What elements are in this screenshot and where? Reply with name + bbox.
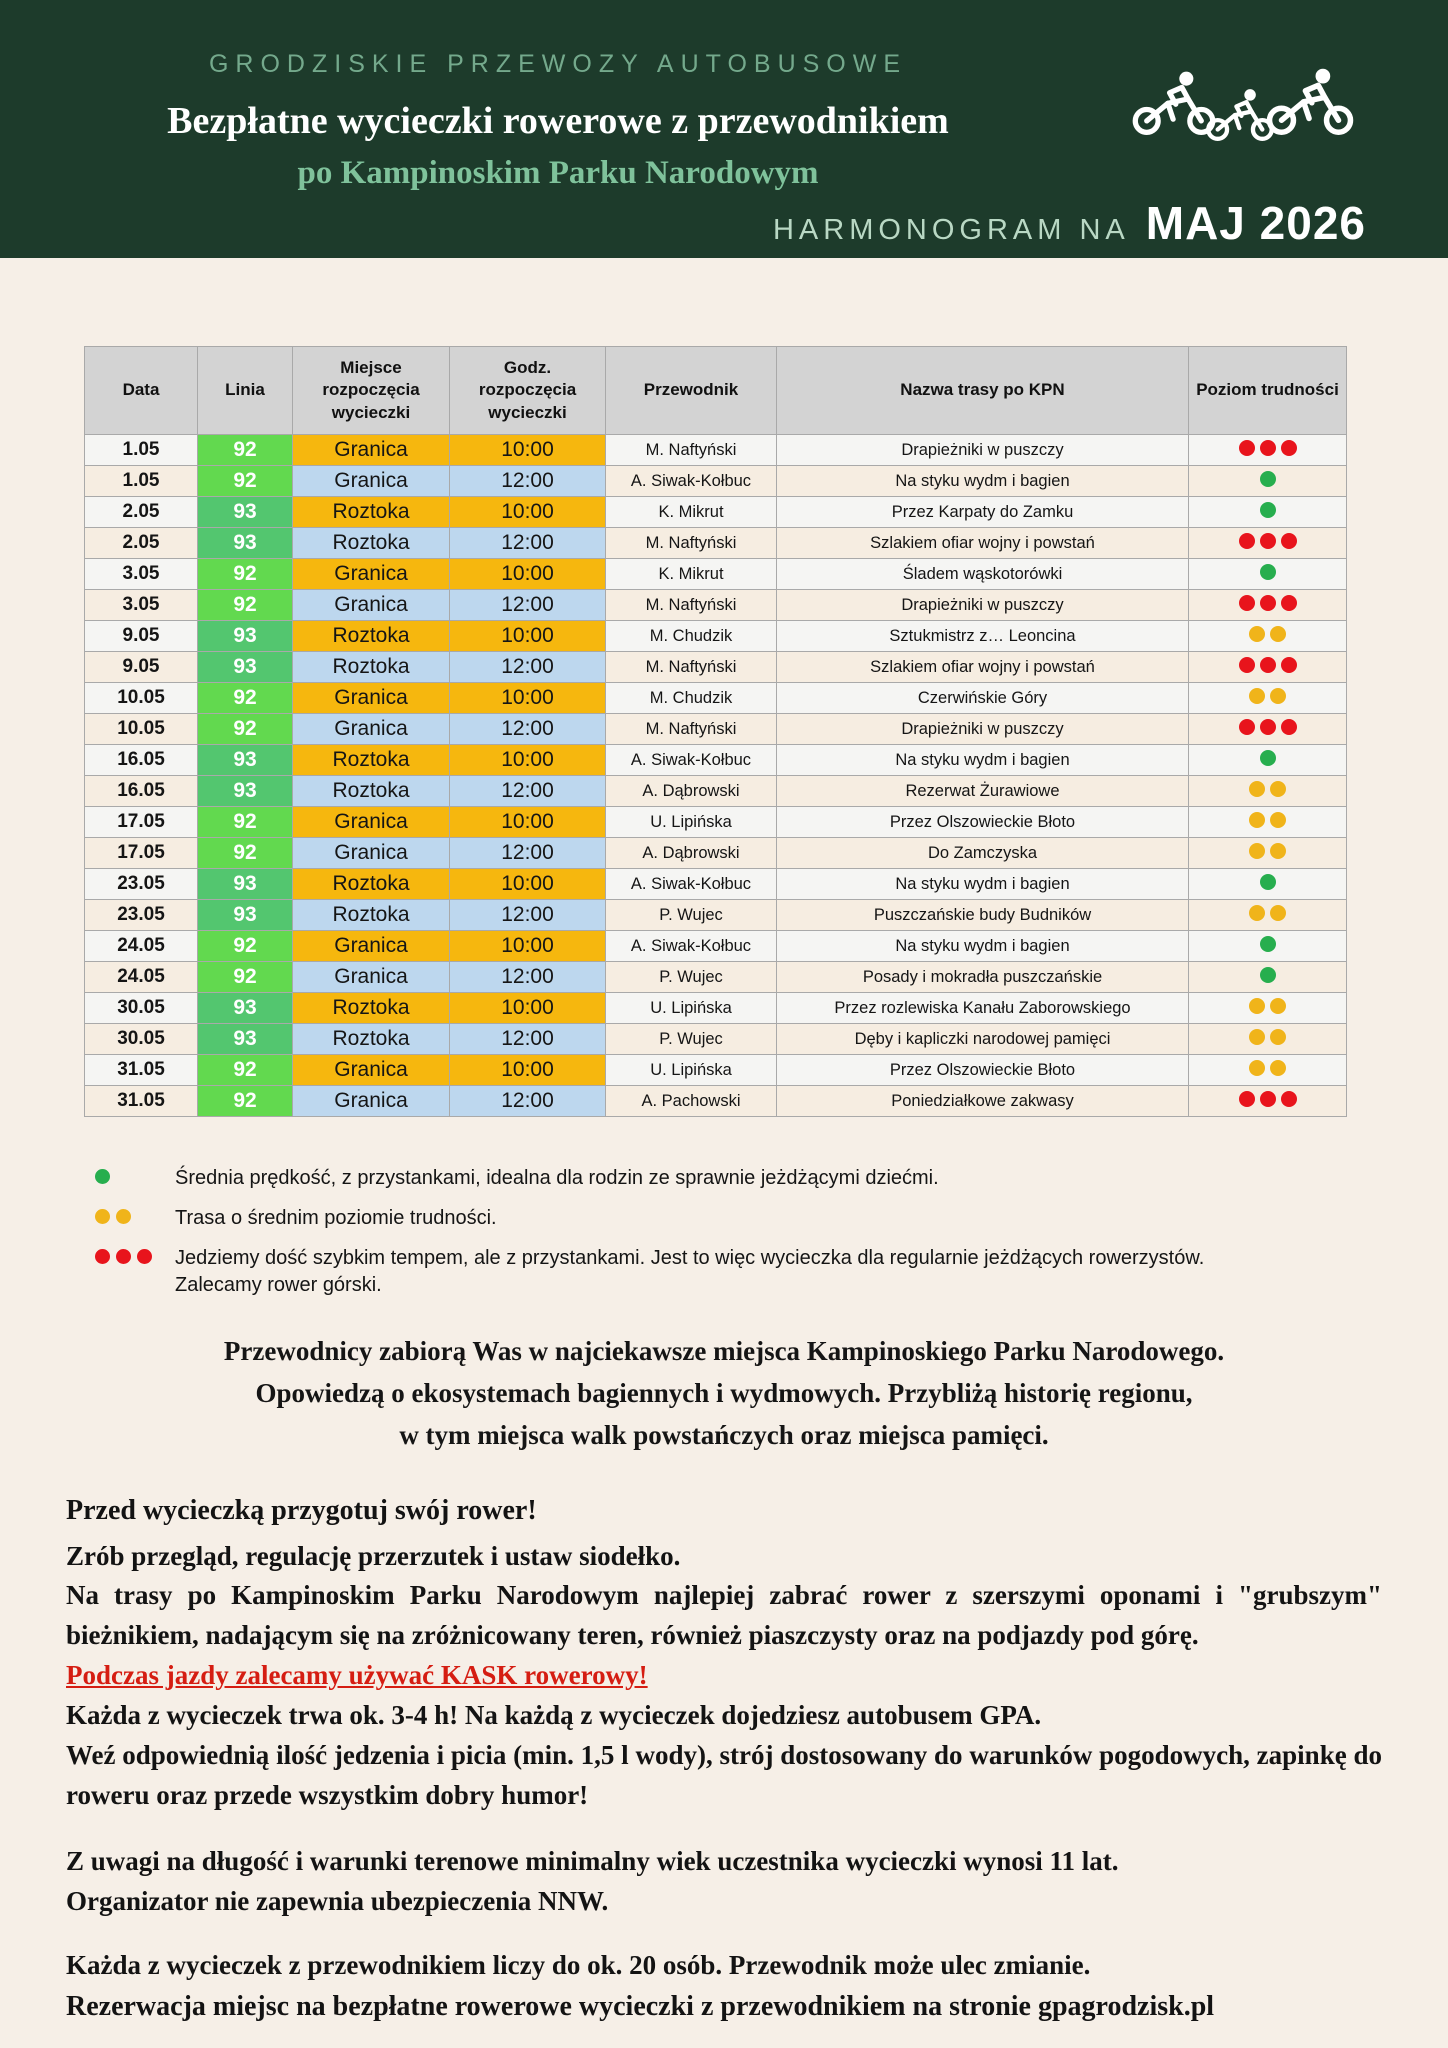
cell-line-number: 92 xyxy=(198,683,293,714)
cell-start-place: Granica xyxy=(293,838,450,869)
cell-route-name: Na styku wydm i bagien xyxy=(777,466,1189,497)
cell-route-name: Drapieżniki w puszczy xyxy=(777,714,1189,745)
cell-difficulty xyxy=(1189,993,1347,1024)
cell-difficulty xyxy=(1189,776,1347,807)
cell-start-time: 10:00 xyxy=(450,745,606,776)
cell-line-number: 92 xyxy=(198,1055,293,1086)
cell-route-name: Posady i mokradła puszczańskie xyxy=(777,962,1189,993)
difficulty-dots-icon xyxy=(1260,874,1276,890)
cell-guide: U. Lipińska xyxy=(606,993,777,1024)
difficulty-dots-icon xyxy=(1239,595,1297,611)
table-row xyxy=(85,869,1347,900)
table-row xyxy=(85,962,1347,993)
table-row xyxy=(85,714,1347,745)
difficulty-dots-icon xyxy=(1239,533,1297,549)
cell-difficulty xyxy=(1189,962,1347,993)
cyclists-icon xyxy=(1130,66,1356,136)
cell-guide: M. Naftyński xyxy=(606,435,777,466)
cell-difficulty xyxy=(1189,1024,1347,1055)
cell-line-number: 92 xyxy=(198,590,293,621)
difficulty-dots-icon xyxy=(1260,564,1276,580)
cell-difficulty xyxy=(1189,900,1347,931)
cell-start-time: 12:00 xyxy=(450,900,606,931)
col-header-difficulty: Poziom trudności xyxy=(1189,347,1347,435)
table-row xyxy=(85,1055,1347,1086)
col-header-guide: Przewodnik xyxy=(606,347,777,435)
cell-date: 17.05 xyxy=(85,838,198,869)
cell-difficulty xyxy=(1189,466,1347,497)
table-row xyxy=(85,590,1347,621)
col-header-place: Miejsce rozpoczęcia wycieczki xyxy=(293,347,450,435)
difficulty-dots-icon xyxy=(1239,1091,1297,1107)
cell-start-place: Roztoka xyxy=(293,497,450,528)
cell-difficulty xyxy=(1189,1086,1347,1117)
cell-difficulty xyxy=(1189,590,1347,621)
cell-difficulty xyxy=(1189,714,1347,745)
cell-difficulty xyxy=(1189,497,1347,528)
cell-line-number: 92 xyxy=(198,838,293,869)
table-row xyxy=(85,1086,1347,1117)
cell-difficulty xyxy=(1189,435,1347,466)
cell-start-place: Roztoka xyxy=(293,869,450,900)
cell-date: 10.05 xyxy=(85,683,198,714)
cell-guide: A. Siwak-Kołbuc xyxy=(606,931,777,962)
prep-line: Zrób przegląd, regulację przerzutek i ustaw siodełko. xyxy=(66,1540,681,1571)
cell-start-place: Granica xyxy=(293,1086,450,1117)
cell-start-place: Granica xyxy=(293,683,450,714)
difficulty-dots-icon xyxy=(1260,750,1276,766)
brand-name: GRODZISKIE PRZEWOZY AUTOBUSOWE xyxy=(208,50,908,78)
cell-line-number: 93 xyxy=(198,528,293,559)
legend-item xyxy=(95,1165,1382,1192)
table-row xyxy=(85,497,1347,528)
difficulty-dots-icon xyxy=(1249,1029,1286,1045)
cell-route-name: Puszczańskie budy Budników xyxy=(777,900,1189,931)
helmet-warning: Podczas jazdy zalecamy używać KASK rowerowy! xyxy=(66,1660,648,1691)
cell-line-number: 92 xyxy=(198,962,293,993)
cell-date: 16.05 xyxy=(85,776,198,807)
difficulty-dots-icon xyxy=(1260,502,1276,518)
poster-title: Bezpłatne wycieczki rowerowe z przewodnikiem xyxy=(167,100,949,142)
difficulty-dots-icon xyxy=(1249,843,1286,859)
header-banner xyxy=(0,0,1448,258)
cell-difficulty xyxy=(1189,683,1347,714)
cell-guide: M. Chudzik xyxy=(606,683,777,714)
cell-start-place: Granica xyxy=(293,962,450,993)
difficulty-dots-icon xyxy=(1249,998,1286,1014)
table-row xyxy=(85,466,1347,497)
note-line: Z uwagi na długość i warunki terenowe minimalny wiek uczestnika wycieczki wynosi 11 lat. xyxy=(66,1846,1119,1877)
schedule-month: MAJ 2026 xyxy=(1145,197,1366,249)
cell-start-time: 12:00 xyxy=(450,652,606,683)
difficulty-dots-icon xyxy=(1249,812,1286,828)
cell-start-place: Roztoka xyxy=(293,621,450,652)
table-row xyxy=(85,838,1347,869)
cell-guide: P. Wujec xyxy=(606,900,777,931)
cell-start-time: 12:00 xyxy=(450,466,606,497)
cell-start-place: Granica xyxy=(293,1055,450,1086)
cell-route-name: Przez Karpaty do Zamku xyxy=(777,497,1189,528)
table-row xyxy=(85,900,1347,931)
cell-date: 31.05 xyxy=(85,1086,198,1117)
cell-start-time: 12:00 xyxy=(450,714,606,745)
cell-date: 2.05 xyxy=(85,528,198,559)
cell-route-name: Przez Olszowieckie Błoto xyxy=(777,807,1189,838)
cell-line-number: 92 xyxy=(198,714,293,745)
prep-line: Każda z wycieczek trwa ok. 3-4 h! Na każdą z wycieczek dojedziesz autobusem GPA. xyxy=(66,1700,1042,1731)
difficulty-dots-icon xyxy=(1249,688,1286,704)
cell-start-place: Granica xyxy=(293,807,450,838)
reservation-info: Rezerwacja miejsc na bezpłatne rowerowe wycieczki z przewodnikiem na stronie gpagrodzisk.pl xyxy=(66,1991,1215,2023)
difficulty-dots-icon xyxy=(1260,967,1276,983)
cell-start-place: Roztoka xyxy=(293,776,450,807)
cell-date: 30.05 xyxy=(85,993,198,1024)
banner-text-block xyxy=(118,50,998,192)
cell-start-place: Granica xyxy=(293,931,450,962)
cell-date: 24.05 xyxy=(85,931,198,962)
cell-route-name: Na styku wydm i bagien xyxy=(777,869,1189,900)
cell-route-name: Dęby i kapliczki narodowej pamięci xyxy=(777,1024,1189,1055)
cell-guide: A. Siwak-Kołbuc xyxy=(606,745,777,776)
cell-line-number: 93 xyxy=(198,652,293,683)
cell-guide: M. Naftyński xyxy=(606,652,777,683)
cell-start-place: Roztoka xyxy=(293,900,450,931)
cell-difficulty xyxy=(1189,745,1347,776)
cell-start-time: 10:00 xyxy=(450,559,606,590)
cell-line-number: 93 xyxy=(198,621,293,652)
cell-line-number: 92 xyxy=(198,807,293,838)
legend-text: Trasa o średnim poziomie trudności. xyxy=(175,1207,497,1229)
cell-route-name: Drapieżniki w puszczy xyxy=(777,435,1189,466)
cell-start-time: 12:00 xyxy=(450,962,606,993)
prep-heading: Przed wycieczką przygotuj swój rower! xyxy=(66,1494,537,1526)
difficulty-dots-icon xyxy=(1260,471,1276,487)
cell-date: 10.05 xyxy=(85,714,198,745)
cell-difficulty xyxy=(1189,621,1347,652)
difficulty-dots-icon xyxy=(1239,657,1297,673)
cell-date: 31.05 xyxy=(85,1055,198,1086)
note-line: Organizator nie zapewnia ubezpieczenia NNW. xyxy=(66,1886,609,1917)
col-header-line: Linia xyxy=(198,347,293,435)
difficulty-dots-icon xyxy=(1260,936,1276,952)
cell-difficulty xyxy=(1189,807,1347,838)
cell-guide: M. Chudzik xyxy=(606,621,777,652)
intro-line: Przewodnicy zabiorą Was w najciekawsze miejsca Kampinoskiego Parku Narodowego. xyxy=(223,1336,1225,1366)
cell-route-name: Na styku wydm i bagien xyxy=(777,931,1189,962)
cell-start-place: Granica xyxy=(293,714,450,745)
legend-item xyxy=(95,1245,1382,1299)
table-row xyxy=(85,776,1347,807)
schedule-label: HARMONOGRAM NA xyxy=(772,214,1130,246)
cell-difficulty xyxy=(1189,528,1347,559)
cell-start-time: 10:00 xyxy=(450,1055,606,1086)
cell-start-time: 12:00 xyxy=(450,528,606,559)
legend-text: Średnia prędkość, z przystankami, idealna dla rodzin ze sprawnie jeżdżącymi dziećmi. xyxy=(175,1167,939,1189)
table-row xyxy=(85,745,1347,776)
cell-start-time: 10:00 xyxy=(450,931,606,962)
cell-date: 9.05 xyxy=(85,652,198,683)
cell-start-place: Roztoka xyxy=(293,993,450,1024)
table-header xyxy=(85,347,1347,435)
intro-line: Opowiedzą o ekosystemach bagiennych i wydmowych. Przybliżą historię regionu, xyxy=(255,1377,1193,1408)
prep-line: Weź odpowiednią ilość jedzenia i picia (min. 1,5 l wody), strój dostosowany do warunków pogodowych, zapinkę do roweru oraz przede wszystkim dobry humor! xyxy=(66,1740,1382,1811)
footer-line: Każda z wycieczek z przewodnikiem liczy do ok. 20 osób. Przewodnik może ulec zmianie. xyxy=(66,1950,1091,1981)
cell-start-place: Roztoka xyxy=(293,652,450,683)
intro-line: w tym miejsca walk powstańczych oraz miejsca pamięci. xyxy=(399,1419,1049,1450)
cell-guide: K. Mikrut xyxy=(606,559,777,590)
cell-difficulty xyxy=(1189,559,1347,590)
cell-start-time: 12:00 xyxy=(450,1086,606,1117)
intro-paragraph xyxy=(0,1331,1448,1457)
preparation-section xyxy=(66,1495,1382,2028)
cell-date: 3.05 xyxy=(85,590,198,621)
table-row xyxy=(85,559,1347,590)
cell-route-name: Rezerwat Żurawiowe xyxy=(777,776,1189,807)
cell-start-place: Granica xyxy=(293,435,450,466)
cell-guide: M. Naftyński xyxy=(606,528,777,559)
cell-start-time: 12:00 xyxy=(450,838,606,869)
cell-route-name: Szlakiem ofiar wojny i powstań xyxy=(777,652,1189,683)
cell-guide: A. Siwak-Kołbuc xyxy=(606,466,777,497)
col-header-date: Data xyxy=(85,347,198,435)
cell-guide: P. Wujec xyxy=(606,1024,777,1055)
cell-line-number: 92 xyxy=(198,1086,293,1117)
cell-route-name: Przez rozlewiska Kanału Zaborowskiego xyxy=(777,993,1189,1024)
table-row xyxy=(85,652,1347,683)
cell-guide: A. Pachowski xyxy=(606,1086,777,1117)
cell-start-place: Roztoka xyxy=(293,528,450,559)
cell-line-number: 93 xyxy=(198,1024,293,1055)
cell-date: 24.05 xyxy=(85,962,198,993)
table-row xyxy=(85,807,1347,838)
cell-difficulty xyxy=(1189,1055,1347,1086)
col-header-time: Godz. rozpoczęcia wycieczki xyxy=(450,347,606,435)
cell-difficulty xyxy=(1189,838,1347,869)
cyclist-icon xyxy=(1264,66,1356,136)
footer-section xyxy=(66,1946,1382,2027)
poster-subtitle: po Kampinoskim Parku Narodowym xyxy=(297,155,819,191)
difficulty-dots-icon xyxy=(1249,626,1286,642)
cell-difficulty xyxy=(1189,869,1347,900)
cell-start-time: 10:00 xyxy=(450,993,606,1024)
cyclist-icon xyxy=(1204,87,1276,142)
cell-start-time: 10:00 xyxy=(450,435,606,466)
cell-route-name: Śladem wąskotorówki xyxy=(777,559,1189,590)
cell-date: 17.05 xyxy=(85,807,198,838)
cell-route-name: Do Zamczyska xyxy=(777,838,1189,869)
cell-start-place: Granica xyxy=(293,559,450,590)
cell-route-name: Na styku wydm i bagien xyxy=(777,745,1189,776)
table-row xyxy=(85,621,1347,652)
cell-start-time: 10:00 xyxy=(450,807,606,838)
cell-route-name: Przez Olszowieckie Błoto xyxy=(777,1055,1189,1086)
col-header-route: Nazwa trasy po KPN xyxy=(777,347,1189,435)
cell-line-number: 93 xyxy=(198,497,293,528)
difficulty-legend xyxy=(95,1165,1382,1299)
cell-guide: M. Naftyński xyxy=(606,590,777,621)
cell-start-time: 10:00 xyxy=(450,497,606,528)
legend-item xyxy=(95,1205,1382,1232)
cell-line-number: 93 xyxy=(198,776,293,807)
cell-route-name: Drapieżniki w puszczy xyxy=(777,590,1189,621)
cell-date: 30.05 xyxy=(85,1024,198,1055)
cell-start-place: Granica xyxy=(293,466,450,497)
cell-line-number: 92 xyxy=(198,466,293,497)
cell-route-name: Czerwińskie Góry xyxy=(777,683,1189,714)
table-row xyxy=(85,1024,1347,1055)
difficulty-dots-icon xyxy=(1239,719,1297,735)
cell-start-time: 12:00 xyxy=(450,590,606,621)
cell-date: 9.05 xyxy=(85,621,198,652)
cell-start-place: Roztoka xyxy=(293,745,450,776)
cell-date: 16.05 xyxy=(85,745,198,776)
cell-route-name: Sztukmistrz z… Leoncina xyxy=(777,621,1189,652)
cell-date: 1.05 xyxy=(85,435,198,466)
cell-start-place: Granica xyxy=(293,590,450,621)
schedule-heading xyxy=(773,196,1366,250)
cell-date: 23.05 xyxy=(85,869,198,900)
cell-start-time: 10:00 xyxy=(450,621,606,652)
difficulty-dots-icon xyxy=(1249,781,1286,797)
cell-guide: U. Lipińska xyxy=(606,1055,777,1086)
cell-date: 23.05 xyxy=(85,900,198,931)
table-row xyxy=(85,528,1347,559)
prep-line: Na trasy po Kampinoskim Parku Narodowym najlepiej zabrać rower z szerszymi oponami i "grubszym" bieżnikiem, nadającym się na zróżnicowany teren, również piaszczysty oraz na podjazdy pod górę. xyxy=(66,1580,1382,1651)
cell-route-name: Szlakiem ofiar wojny i powstań xyxy=(777,528,1189,559)
cell-start-place: Roztoka xyxy=(293,1024,450,1055)
table-row xyxy=(85,683,1347,714)
table-row xyxy=(85,435,1347,466)
cell-difficulty xyxy=(1189,652,1347,683)
cell-route-name: Poniedziałkowe zakwasy xyxy=(777,1086,1189,1117)
cell-guide: A. Dąbrowski xyxy=(606,776,777,807)
legend-text: Jedziemy dość szybkim tempem, ale z przystankami. Jest to więc wycieczka dla regularnie jeżdżących rowerzystów. Zalecamy rower górski. xyxy=(175,1247,1205,1296)
cell-start-time: 12:00 xyxy=(450,1024,606,1055)
cell-guide: U. Lipińska xyxy=(606,807,777,838)
cell-line-number: 93 xyxy=(198,745,293,776)
cell-guide: A. Dąbrowski xyxy=(606,838,777,869)
cell-start-time: 10:00 xyxy=(450,869,606,900)
legend-dots-icon xyxy=(95,1165,175,1184)
difficulty-dots-icon xyxy=(1249,1060,1286,1076)
cell-difficulty xyxy=(1189,931,1347,962)
cell-line-number: 93 xyxy=(198,900,293,931)
notes-section xyxy=(66,1842,1382,1922)
cell-start-time: 10:00 xyxy=(450,683,606,714)
difficulty-dots-icon xyxy=(1249,905,1286,921)
cell-start-time: 12:00 xyxy=(450,776,606,807)
difficulty-dots-icon xyxy=(1239,440,1297,456)
cell-date: 3.05 xyxy=(85,559,198,590)
cell-guide: A. Siwak-Kołbuc xyxy=(606,869,777,900)
legend-dots-icon xyxy=(95,1245,175,1264)
schedule-table xyxy=(84,346,1347,1117)
cell-guide: K. Mikrut xyxy=(606,497,777,528)
cell-guide: P. Wujec xyxy=(606,962,777,993)
cell-line-number: 92 xyxy=(198,435,293,466)
legend-dots-icon xyxy=(95,1205,175,1224)
cell-date: 2.05 xyxy=(85,497,198,528)
table-row xyxy=(85,931,1347,962)
cell-line-number: 92 xyxy=(198,931,293,962)
cell-line-number: 93 xyxy=(198,869,293,900)
table-row xyxy=(85,993,1347,1024)
cell-guide: M. Naftyński xyxy=(606,714,777,745)
cell-line-number: 93 xyxy=(198,993,293,1024)
cell-date: 1.05 xyxy=(85,466,198,497)
cell-line-number: 92 xyxy=(198,559,293,590)
